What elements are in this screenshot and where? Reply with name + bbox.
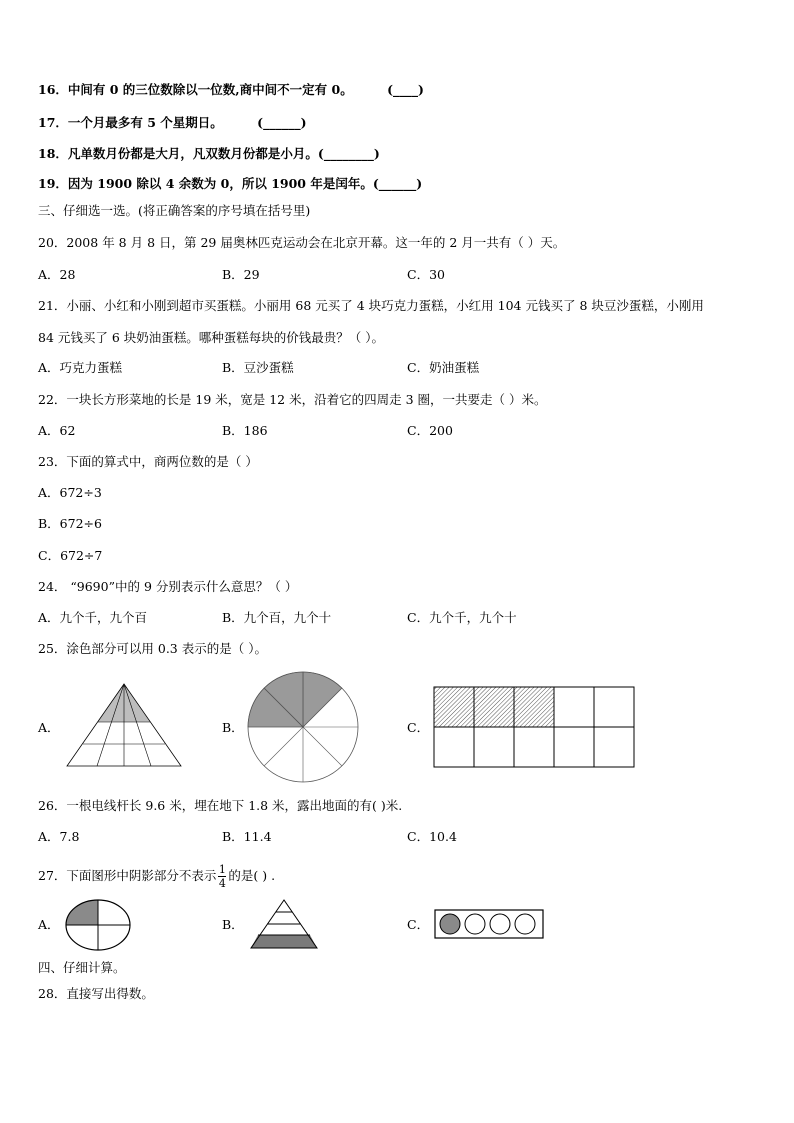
question-26: 26．一根电线杆长 9.6 米，埋在地下 1.8 米，露出地面的有( )米. bbox=[38, 798, 403, 813]
q27-text-after: 的是( ) . bbox=[228, 868, 276, 883]
question-20: 20．2008 年 8 月 8 日，第 29 届奥林匹克运动会在北京开幕。这一年的 2 月一共有（ ）天。 bbox=[38, 235, 566, 250]
circle-shaded bbox=[440, 914, 460, 934]
q20-option-b[interactable]: B．29 bbox=[222, 267, 260, 282]
q17-text: 一个月最多有 5 个星期日。 bbox=[67, 115, 223, 130]
q23-option-b[interactable]: B．672÷6 bbox=[38, 516, 102, 531]
question-16 bbox=[38, 82, 424, 98]
q22-option-c[interactable]: C．200 bbox=[407, 423, 453, 438]
q22-option-a[interactable]: A．62 bbox=[38, 423, 76, 438]
question-24: 24． “9690”中的 9 分别表示什么意思？（ ） bbox=[38, 579, 298, 594]
q23-option-c[interactable]: C．672÷7 bbox=[38, 548, 103, 563]
fraction-denominator: 4 bbox=[218, 877, 226, 890]
section-4-heading: 四、仔细计算。 bbox=[38, 960, 126, 975]
question-25: 25．涂色部分可以用 0.3 表示的是（ ）。 bbox=[38, 641, 267, 656]
q18-num: 18． bbox=[38, 146, 68, 161]
grid-cell-hatched-3 bbox=[514, 687, 554, 727]
q26-option-c[interactable]: C．10.4 bbox=[407, 829, 457, 844]
q27-circles-figure[interactable] bbox=[434, 909, 546, 941]
grid-cell-hatched-2 bbox=[474, 687, 514, 727]
question-19 bbox=[38, 176, 422, 192]
question-21-line1: 21．小丽、小红和小刚到超市买蛋糕。小丽用 68 元买了 4 块巧克力蛋糕，小红用 104 元钱买了 8 块豆沙蛋糕，小刚用 bbox=[38, 298, 704, 313]
q24-option-c[interactable]: C．九个千，九个十 bbox=[407, 610, 517, 625]
triangle-shaded-base bbox=[251, 935, 317, 948]
q16-num: 16． bbox=[38, 82, 68, 97]
question-21-line2: 84 元钱买了 6 块奶油蛋糕。哪种蛋糕每块的价钱最贵？（ ）。 bbox=[38, 330, 385, 345]
circle-empty-3 bbox=[515, 914, 535, 934]
q25-label-b[interactable]: B． bbox=[222, 720, 244, 735]
section-3-heading: 三、仔细选一选。(将正确答案的序号填在括号里) bbox=[38, 203, 311, 218]
q27-label-a[interactable]: A． bbox=[38, 917, 60, 932]
q27-layered-triangle-figure[interactable] bbox=[249, 898, 319, 950]
q26-option-a[interactable]: A．7.8 bbox=[38, 829, 80, 844]
question-17 bbox=[38, 115, 307, 131]
q18-answer-blank[interactable]: (________) bbox=[317, 146, 380, 161]
question-22: 22．一块长方形菜地的长是 19 米，宽是 12 米，沿着它的四周走 3 圈，一共要走（ ）米。 bbox=[38, 392, 547, 407]
q16-text: 中间有 0 的三位数除以一位数,商中间不一定有 0。 bbox=[67, 82, 353, 97]
q18-text: 凡单数月份都是大月，凡双数月份都是小月。 bbox=[67, 146, 318, 161]
question-18 bbox=[38, 146, 380, 162]
q21-option-a[interactable]: A．巧克力蛋糕 bbox=[38, 360, 123, 375]
q19-answer-blank[interactable]: (______) bbox=[372, 176, 423, 191]
q27-label-b[interactable]: B． bbox=[222, 917, 244, 932]
question-27 bbox=[38, 864, 275, 889]
q25-triangle-figure[interactable] bbox=[64, 682, 184, 768]
q27-label-c[interactable]: C． bbox=[407, 917, 430, 932]
circle-empty-1 bbox=[465, 914, 485, 934]
question-23: 23．下面的算式中，商两位数的是（ ） bbox=[38, 454, 258, 469]
q25-label-c[interactable]: C． bbox=[407, 720, 430, 735]
grid-cell-hatched-1 bbox=[434, 687, 474, 727]
q19-text: 因为 1900 除以 4 余数为 0，所以 1900 年是闰年。 bbox=[67, 176, 373, 191]
q27-text-before: 27．下面图形中阴影部分不表示 bbox=[38, 868, 217, 883]
q25-circle-figure[interactable] bbox=[245, 669, 361, 785]
q24-option-a[interactable]: A．九个千，九个百 bbox=[38, 610, 148, 625]
triangle-ray-1 bbox=[97, 684, 124, 766]
triangle-ray-3 bbox=[124, 684, 151, 766]
q16-answer-blank[interactable]: (____) bbox=[387, 82, 424, 97]
q21-option-b[interactable]: B．豆沙蛋糕 bbox=[222, 360, 294, 375]
q19-num: 19． bbox=[38, 176, 68, 191]
q20-option-c[interactable]: C．30 bbox=[407, 267, 445, 282]
q27-ellipse-figure[interactable] bbox=[64, 898, 132, 952]
q23-option-a[interactable]: A．672÷3 bbox=[38, 485, 102, 500]
question-28: 28．直接写出得数。 bbox=[38, 986, 154, 1001]
q25-label-a[interactable]: A． bbox=[38, 720, 60, 735]
q17-num: 17． bbox=[38, 115, 68, 130]
circle-sector-shaded-1 bbox=[303, 672, 342, 727]
q24-option-b[interactable]: B．九个百，九个十 bbox=[222, 610, 332, 625]
q26-option-b[interactable]: B．11.4 bbox=[222, 829, 272, 844]
q25-grid-figure[interactable] bbox=[433, 686, 635, 768]
q17-answer-blank[interactable]: (______) bbox=[257, 115, 307, 130]
fraction-numerator: 1 bbox=[218, 863, 226, 876]
q22-option-b[interactable]: B．186 bbox=[222, 423, 268, 438]
circle-empty-2 bbox=[490, 914, 510, 934]
q21-option-c[interactable]: C．奶油蛋糕 bbox=[407, 360, 480, 375]
q20-option-a[interactable]: A．28 bbox=[38, 267, 76, 282]
q27-fraction bbox=[218, 864, 226, 889]
